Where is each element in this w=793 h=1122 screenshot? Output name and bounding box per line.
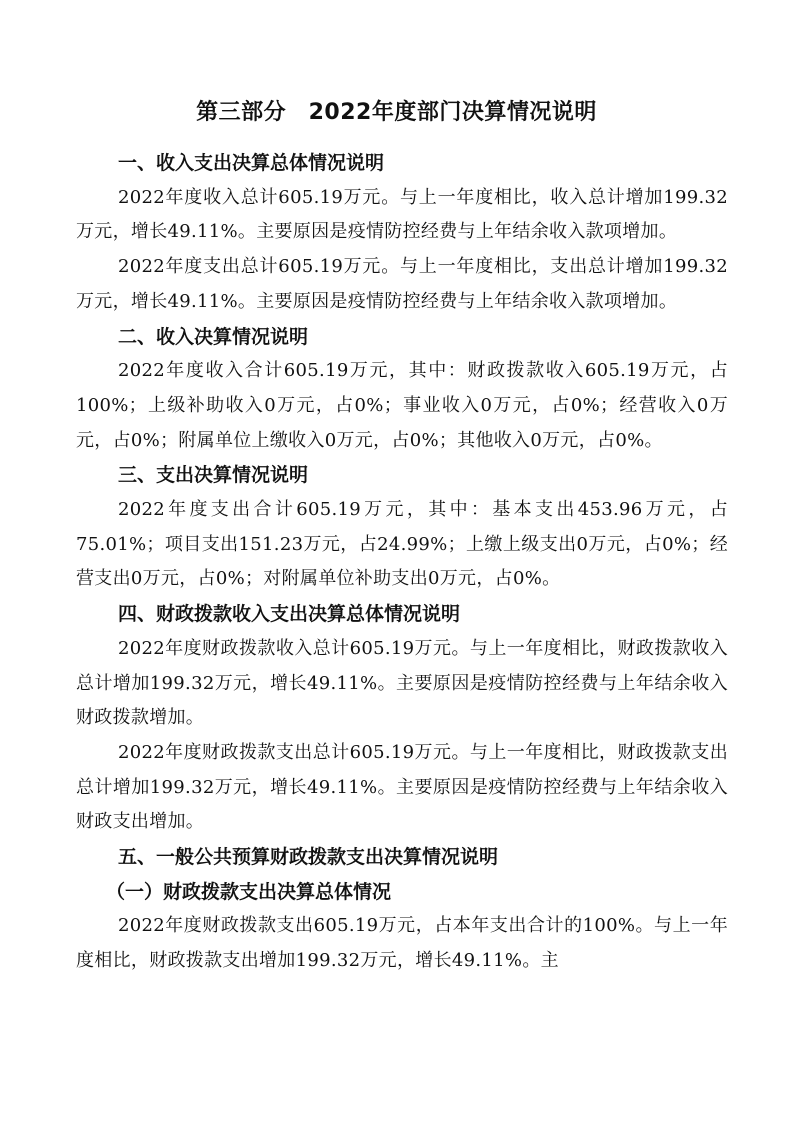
section-heading: 五、一般公共预算财政拨款支出决算情况说明 xyxy=(118,846,499,869)
paragraph: 2022年度收入总计605.19万元。与上一年度相比，收入总计增加199.32万元，增长49.11%。主要原因是疫情防控经费与上年结余收入款项增加。 xyxy=(76,186,728,243)
document-body xyxy=(76,146,728,979)
subsection-1 xyxy=(76,875,728,979)
section-3 xyxy=(76,458,728,597)
paragraph: 2022年度财政拨款支出605.19万元，占本年支出合计的100%。与上一年度相比，财政拨款支出增加199.32万元，增长49.11%。主 xyxy=(76,915,728,972)
subsection-heading: （一）财政拨款支出决算总体情况 xyxy=(106,880,392,903)
paragraph: 2022年度支出合计605.19万元，其中：基本支出453.96万元，占75.01%；项目支出151.23万元，占24.99%；上缴上级支出0万元，占0%；经营支出0万元，占0%；对附属单位补助支出0万元，占0%。 xyxy=(76,499,728,590)
page-title: 第三部分 2022年度部门决算情况说明 xyxy=(196,100,597,125)
section-5 xyxy=(76,840,728,979)
section-heading: 二、收入决算情况说明 xyxy=(118,325,309,348)
section-heading: 四、财政拨款收入支出决算总体情况说明 xyxy=(118,603,461,626)
paragraph: 2022年度收入合计605.19万元，其中：财政拨款收入605.19万元，占100%；上级补助收入0万元，占0%；事业收入0万元，占0%；经营收入0万元，占0%；附属单位上缴收入0万元，占0%；其他收入0万元，占0%。 xyxy=(76,360,728,451)
section-heading: 一、收入支出决算总体情况说明 xyxy=(118,152,385,174)
section-heading: 三、支出决算情况说明 xyxy=(118,464,309,487)
paragraph: 2022年度支出总计605.19万元。与上一年度相比，支出总计增加199.32万元，增长49.11%。主要原因是疫情防控经费与上年结余收入款项增加。 xyxy=(76,256,728,312)
paragraph: 2022年度财政拨款支出总计605.19万元。与上一年度相比，财政拨款支出总计增加199.32万元，增长49.11%。主要原因是疫情防控经费与上年结余收入财政支出增加。 xyxy=(76,741,728,833)
section-1 xyxy=(76,146,728,320)
section-4 xyxy=(76,597,728,840)
section-2 xyxy=(76,320,728,459)
paragraph: 2022年度财政拨款收入总计605.19万元。与上一年度相比，财政拨款收入总计增加199.32万元，增长49.11%。主要原因是疫情防控经费与上年结余收入财政拨款增加。 xyxy=(76,637,728,729)
